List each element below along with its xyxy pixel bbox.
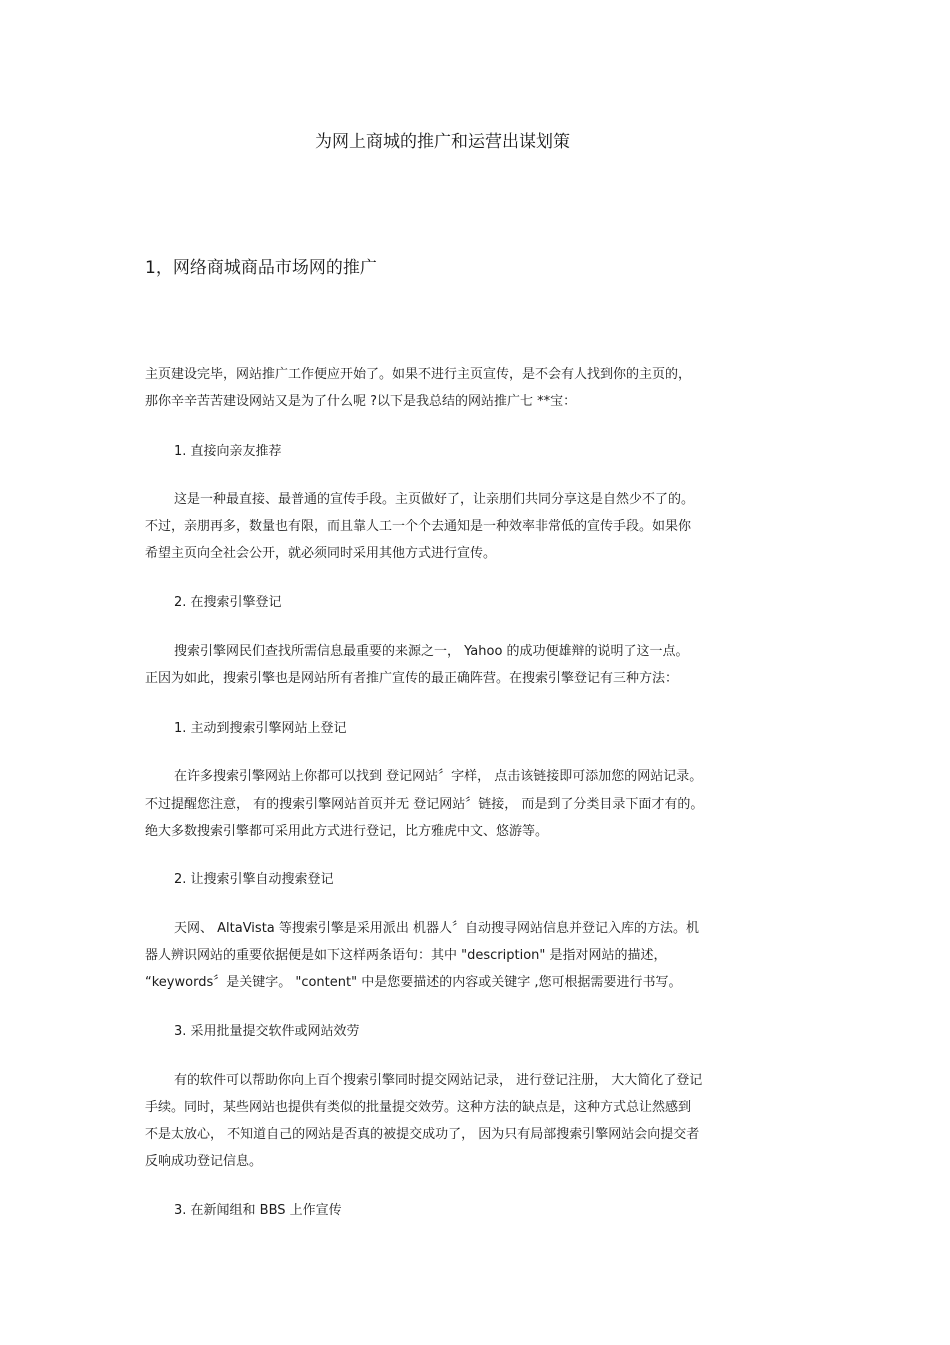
item2-line-1: 搜索引擎网民们查找所需信息最重要的来源之一， Yahoo 的成功便雄辩的说明了这一点。 [174, 644, 689, 659]
sub1-line-1: 在许多搜索引擎网站上你都可以找到 登记网站〞字样， 点击该链接即可添加您的网站记录。 [174, 769, 703, 784]
sub1-heading: 1. 主动到搜索引擎网站上登记 [174, 721, 347, 736]
item2-heading: 2. 在搜索引擎登记 [174, 595, 282, 610]
sub2-heading: 2. 让搜索引擎自动搜索登记 [174, 872, 334, 887]
item2-line-2: 正因为如此，搜索引擎也是网站所有者推广宣传的最正确阵营。在搜索引擎登记有三种方法： [145, 671, 679, 686]
item1-line-3: 希望主页向全社会公开，就必须同时采用其他方式进行宣传。 [145, 546, 497, 561]
sub1-line-2: 不过提醒您注意， 有的搜索引擎网站首页并无 登记网站〞链接， 而是到了分类目录下面才有的。 [145, 797, 704, 812]
sub2-line-2: 器人辨识网站的重要依据便是如下这样两条语句：其中 "description" 是指对网站的描述， [145, 948, 667, 963]
item3-heading: 3. 在新闻组和 BBS 上作宣传 [174, 1203, 342, 1218]
sub2-line-1: 天网、 AltaVista 等搜索引擎是采用派出 机器人〞自动搜寻网站信息并登记入库的方法。机 [174, 921, 700, 936]
sub3-line-2: 手续。同时，某些网站也提供有类似的批量提交效劳。这种方法的缺点是，这种方式总让然感到 [145, 1100, 692, 1115]
sub3-line-1: 有的软件可以帮助你向上百个搜索引擎同时提交网站记录， 进行登记注册， 大大简化了登记 [174, 1073, 703, 1088]
item1-line-1: 这是一种最直接、最普通的宣传手段。主页做好了，让亲朋们共同分享这是自然少不了的。 [174, 492, 695, 507]
sub3-line-3: 不是太放心， 不知道自己的网站是否真的被提交成功了， 因为只有局部搜索引擎网站会向提交者 [145, 1127, 700, 1142]
sub3-heading: 3. 采用批量提交软件或网站效劳 [174, 1024, 360, 1039]
sub1-line-3: 绝大多数搜索引擎都可采用此方式进行登记，比方雅虎中文、悠游等。 [145, 824, 549, 839]
item1-heading: 1. 直接向亲友推荐 [174, 444, 282, 459]
intro-line-2: 那你辛辛苦苦建设网站又是为了什么呢 ?以下是我总结的网站推广七 **宝： [145, 394, 577, 409]
item1-line-2: 不过，亲朋再多，数量也有限，而且靠人工一个个去通知是一种效率非常低的宣传手段。如果你 [145, 519, 692, 534]
intro-line-1: 主页建设完毕，网站推广工作便应开始了。如果不进行主页宣传，是不会有人找到你的主页的， [145, 367, 692, 382]
sub2-line-3: “keywords〞是关键字。 "content" 中是您要描述的内容或关键字 ,您可根据需要进行书写。 [145, 975, 682, 990]
document-title: 为网上商城的推广和运营出谋划策 [315, 132, 570, 152]
section-heading: 1，网络商城商品市场网的推广 [145, 258, 377, 278]
sub3-line-4: 反响成功登记信息。 [145, 1154, 263, 1169]
